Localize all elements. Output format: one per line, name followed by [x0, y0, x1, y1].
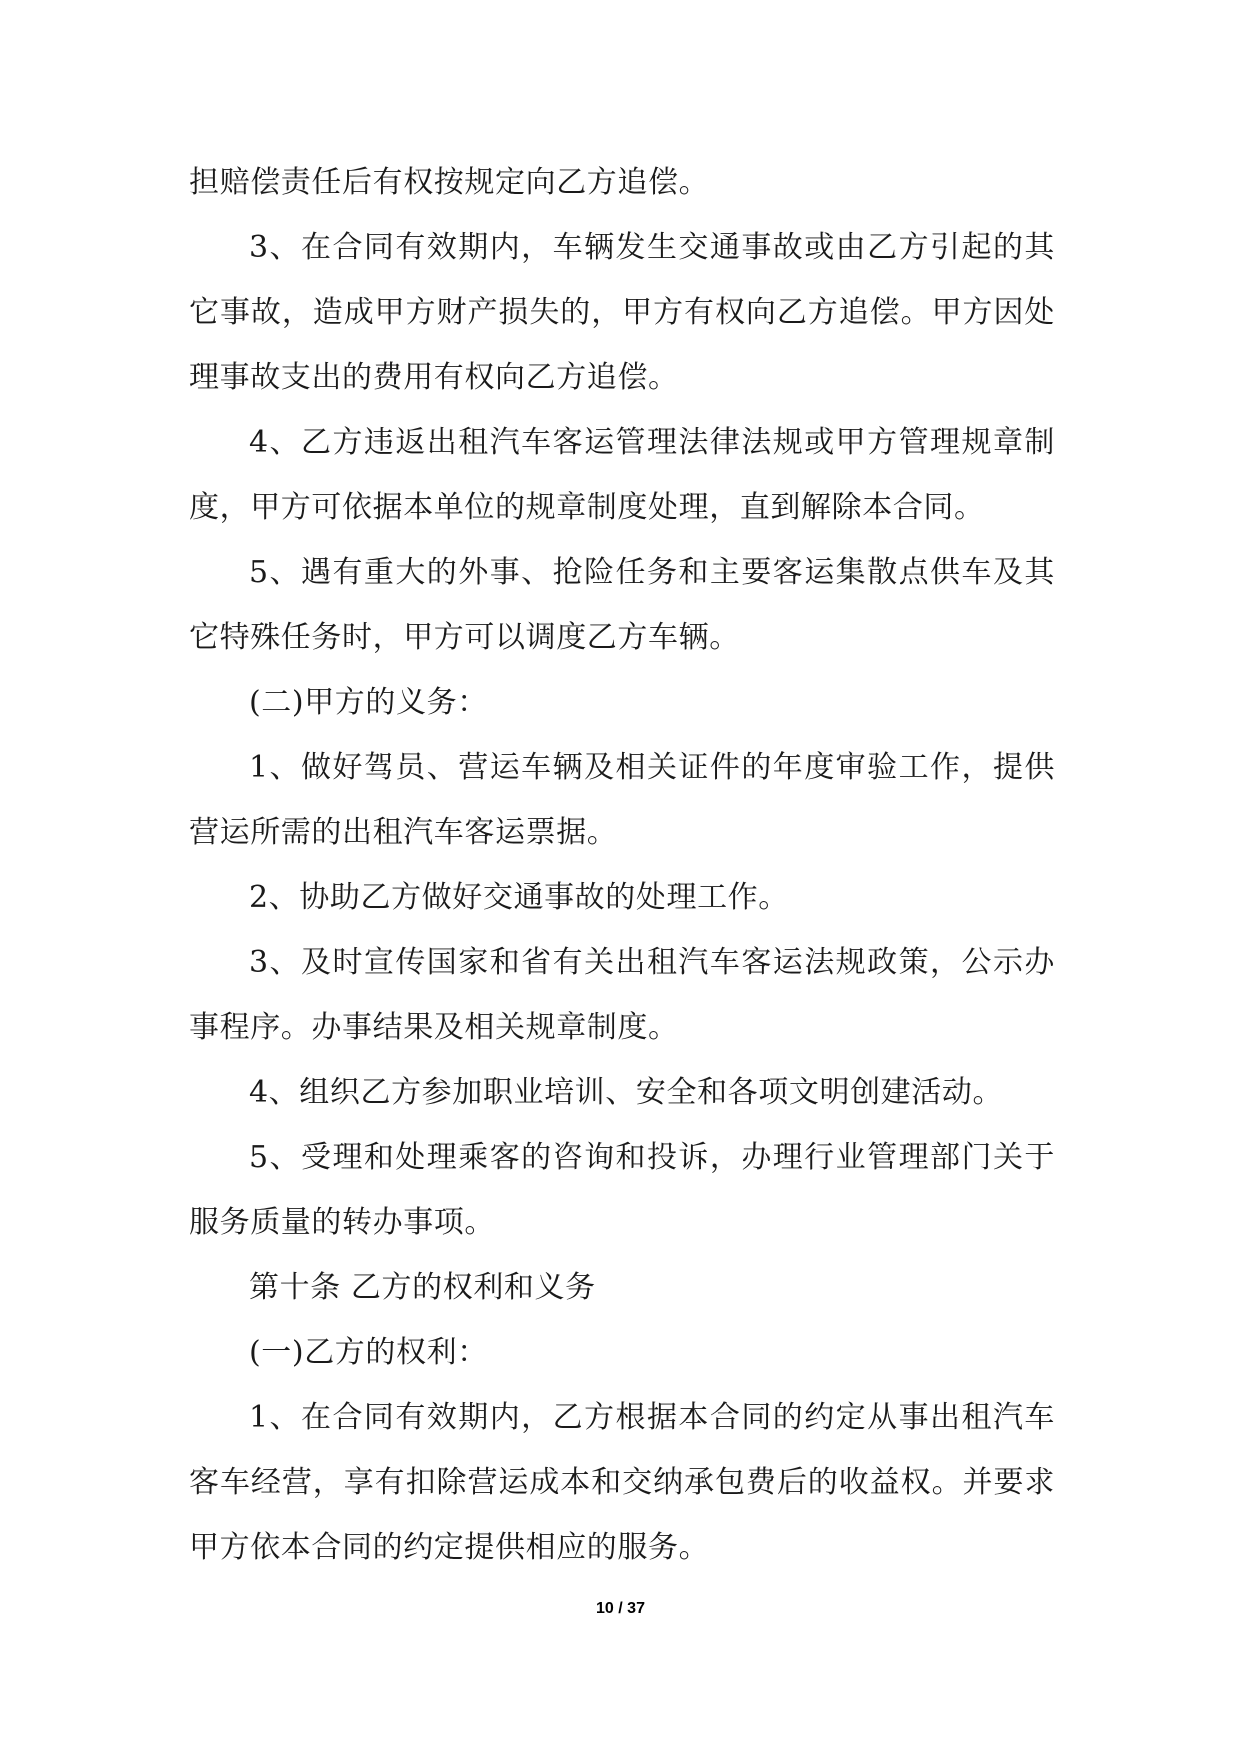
- paragraph: 4、组织乙方参加职业培训、安全和各项文明创建活动。: [249, 1075, 1004, 1110]
- paragraph: 3、在合同有效期内，车辆发生交通事故或由乙方引起的其它事故，造成甲方财产损失的，甲方有权向乙方追偿。甲方因处理事故支出的费用有权向乙方追偿。: [189, 230, 1055, 395]
- paragraph: 4、乙方违返出租汽车客运管理法律法规或甲方管理规章制度，甲方可依据本单位的规章制度处理，直到解除本合同。: [189, 425, 1055, 525]
- paragraph: 5、遇有重大的外事、抢险任务和主要客运集散点供车及其它特殊任务时，甲方可以调度乙方车辆。: [189, 555, 1055, 655]
- paragraph: 担赔偿责任后有权按规定向乙方追偿。: [189, 165, 710, 200]
- paragraph: 2、协助乙方做好交通事故的处理工作。: [249, 880, 789, 915]
- paragraph: 1、在合同有效期内，乙方根据本合同的约定从事出租汽车客车经营，享有扣除营运成本和交纳承包费后的收益权。并要求甲方依本合同的约定提供相应的服务。: [189, 1400, 1055, 1565]
- paragraph: 5、受理和处理乘客的咨询和投诉，办理行业管理部门关于服务质量的转办事项。: [189, 1140, 1055, 1240]
- paragraph: 1、做好驾员、营运车辆及相关证件的年度审验工作，提供营运所需的出租汽车客运票据。: [189, 750, 1055, 850]
- document-body: [189, 150, 1055, 1580]
- paragraph: 3、及时宣传国家和省有关出租汽车客运法规政策，公示办事程序。办事结果及相关规章制度。: [189, 945, 1055, 1045]
- section-heading: (一)乙方的权利：: [249, 1335, 488, 1370]
- page-number: 10 / 37: [596, 1600, 645, 1617]
- section-heading: (二)甲方的义务：: [249, 685, 488, 720]
- article-heading: 第十条 乙方的权利和义务: [249, 1270, 596, 1305]
